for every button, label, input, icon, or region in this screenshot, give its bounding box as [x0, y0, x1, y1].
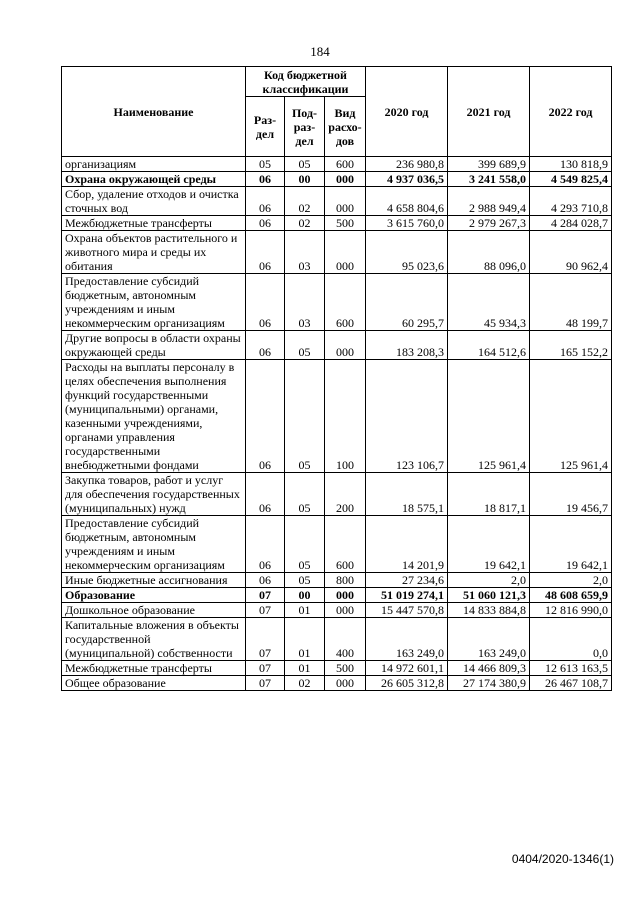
row-vid-cell: 000 — [325, 172, 366, 187]
row-vid-cell: 000 — [325, 603, 366, 618]
row-vid-cell: 600 — [325, 516, 366, 573]
row-razdel-cell: 07 — [246, 588, 285, 603]
row-name-cell: Иные бюджетные ассигнования — [62, 573, 246, 588]
row-vid-cell: 100 — [325, 360, 366, 473]
row-2021-cell: 51 060 121,3 — [448, 588, 530, 603]
row-2021-cell: 2 988 949,4 — [448, 187, 530, 216]
row-2021-cell: 2,0 — [448, 573, 530, 588]
row-2022-cell: 19 642,1 — [530, 516, 612, 573]
row-2022-cell: 0,0 — [530, 618, 612, 661]
row-razdel-cell: 06 — [246, 216, 285, 231]
row-podrazdel-cell: 00 — [285, 172, 325, 187]
table-row — [62, 231, 612, 274]
table-row — [62, 676, 612, 691]
row-podrazdel-cell: 03 — [285, 231, 325, 274]
row-name-cell: Закупка товаров, работ и услуг для обеспечения государственных (муниципальных) нужд — [62, 473, 246, 516]
row-2021-cell: 163 249,0 — [448, 618, 530, 661]
row-name-cell: Капитальные вложения в объекты государственной (муниципальной) собственности — [62, 618, 246, 661]
table-header — [62, 67, 612, 157]
row-razdel-cell: 06 — [246, 516, 285, 573]
row-podrazdel-cell: 01 — [285, 618, 325, 661]
row-name-cell: Предоставление субсидий бюджетным, автономным учреждениям и иным некоммерческим организациям — [62, 516, 246, 573]
row-razdel-cell: 07 — [246, 603, 285, 618]
row-2021-cell: 3 241 558,0 — [448, 172, 530, 187]
row-podrazdel-cell: 05 — [285, 573, 325, 588]
row-razdel-cell: 06 — [246, 573, 285, 588]
document-code: 0404/2020-1346(1) — [511, 852, 614, 866]
row-razdel-cell: 06 — [246, 172, 285, 187]
row-2022-cell: 165 152,2 — [530, 331, 612, 360]
row-podrazdel-cell: 05 — [285, 473, 325, 516]
row-vid-cell: 500 — [325, 661, 366, 676]
header-2021: 2021 год — [448, 67, 530, 157]
row-2020-cell: 15 447 570,8 — [366, 603, 448, 618]
row-name-cell: Расходы на выплаты персоналу в целях обеспечения выполнения функций государственными (муниципальными) органами, казенными учреждениями, органами управления государственными внебюджетными фондами — [62, 360, 246, 473]
row-razdel-cell: 05 — [246, 157, 285, 172]
row-name-cell: Другие вопросы в области охраны окружающей среды — [62, 331, 246, 360]
table-row — [62, 187, 612, 216]
header-razdel: Раз- дел — [246, 97, 285, 157]
row-name-cell: Охрана окружающей среды — [62, 172, 246, 187]
row-2020-cell: 4 658 804,6 — [366, 187, 448, 216]
row-podrazdel-cell: 01 — [285, 661, 325, 676]
row-podrazdel-cell: 05 — [285, 360, 325, 473]
row-2021-cell: 19 642,1 — [448, 516, 530, 573]
row-2021-cell: 125 961,4 — [448, 360, 530, 473]
row-2022-cell: 4 293 710,8 — [530, 187, 612, 216]
row-2021-cell: 2 979 267,3 — [448, 216, 530, 231]
header-code-group: Код бюджетной классификации — [246, 67, 366, 97]
row-razdel-cell: 06 — [246, 331, 285, 360]
row-2020-cell: 4 937 036,5 — [366, 172, 448, 187]
row-2021-cell: 45 934,3 — [448, 274, 530, 331]
row-razdel-cell: 06 — [246, 274, 285, 331]
row-razdel-cell: 07 — [246, 676, 285, 691]
table-row — [62, 603, 612, 618]
table-body — [62, 157, 612, 691]
header-name: Наименование — [62, 67, 246, 157]
row-2020-cell: 3 615 760,0 — [366, 216, 448, 231]
row-2022-cell: 26 467 108,7 — [530, 676, 612, 691]
row-2022-cell: 2,0 — [530, 573, 612, 588]
row-2020-cell: 14 972 601,1 — [366, 661, 448, 676]
row-podrazdel-cell: 05 — [285, 331, 325, 360]
header-podrazdel: Под- раз- дел — [285, 97, 325, 157]
row-podrazdel-cell: 00 — [285, 588, 325, 603]
row-2022-cell: 12 816 990,0 — [530, 603, 612, 618]
row-2020-cell: 27 234,6 — [366, 573, 448, 588]
row-vid-cell: 000 — [325, 187, 366, 216]
row-2022-cell: 12 613 163,5 — [530, 661, 612, 676]
table-row — [62, 172, 612, 187]
header-2022: 2022 год — [530, 67, 612, 157]
row-2022-cell: 19 456,7 — [530, 473, 612, 516]
row-2020-cell: 14 201,9 — [366, 516, 448, 573]
row-razdel-cell: 06 — [246, 231, 285, 274]
row-podrazdel-cell: 02 — [285, 676, 325, 691]
row-2020-cell: 18 575,1 — [366, 473, 448, 516]
row-2020-cell: 236 980,8 — [366, 157, 448, 172]
row-podrazdel-cell: 02 — [285, 187, 325, 216]
header-vid: Вид расхо- дов — [325, 97, 366, 157]
page-number: 184 — [310, 44, 330, 59]
row-name-cell: Охрана объектов растительного и животного мира и среды их обитания — [62, 231, 246, 274]
row-2022-cell: 48 199,7 — [530, 274, 612, 331]
row-name-cell: Общее образование — [62, 676, 246, 691]
row-razdel-cell: 07 — [246, 618, 285, 661]
row-vid-cell: 600 — [325, 157, 366, 172]
row-vid-cell: 800 — [325, 573, 366, 588]
row-razdel-cell: 06 — [246, 473, 285, 516]
row-name-cell: Дошкольное образование — [62, 603, 246, 618]
row-vid-cell: 200 — [325, 473, 366, 516]
row-name-cell: Межбюджетные трансферты — [62, 661, 246, 676]
row-2021-cell: 399 689,9 — [448, 157, 530, 172]
row-2022-cell: 4 284 028,7 — [530, 216, 612, 231]
table-row — [62, 573, 612, 588]
row-2020-cell: 26 605 312,8 — [366, 676, 448, 691]
row-name-cell: Сбор, удаление отходов и очистка сточных вод — [62, 187, 246, 216]
row-podrazdel-cell: 02 — [285, 216, 325, 231]
budget-table — [61, 66, 612, 691]
row-vid-cell: 000 — [325, 588, 366, 603]
table-row — [62, 360, 612, 473]
row-2020-cell: 123 106,7 — [366, 360, 448, 473]
row-2021-cell: 164 512,6 — [448, 331, 530, 360]
row-vid-cell: 500 — [325, 216, 366, 231]
row-2022-cell: 125 961,4 — [530, 360, 612, 473]
row-vid-cell: 000 — [325, 676, 366, 691]
row-2022-cell: 4 549 825,4 — [530, 172, 612, 187]
row-vid-cell: 400 — [325, 618, 366, 661]
row-vid-cell: 600 — [325, 274, 366, 331]
table-row — [62, 516, 612, 573]
row-vid-cell: 000 — [325, 231, 366, 274]
row-2022-cell: 130 818,9 — [530, 157, 612, 172]
row-2021-cell: 14 466 809,3 — [448, 661, 530, 676]
row-2022-cell: 48 608 659,9 — [530, 588, 612, 603]
table-row — [62, 473, 612, 516]
row-razdel-cell: 06 — [246, 187, 285, 216]
row-2021-cell: 88 096,0 — [448, 231, 530, 274]
row-razdel-cell: 07 — [246, 661, 285, 676]
row-name-cell: Образование — [62, 588, 246, 603]
row-2022-cell: 90 962,4 — [530, 231, 612, 274]
row-2020-cell: 183 208,3 — [366, 331, 448, 360]
table-row — [62, 588, 612, 603]
table-row — [62, 216, 612, 231]
header-2020: 2020 год — [366, 67, 448, 157]
row-podrazdel-cell: 05 — [285, 157, 325, 172]
row-vid-cell: 000 — [325, 331, 366, 360]
row-2020-cell: 60 295,7 — [366, 274, 448, 331]
row-razdel-cell: 06 — [246, 360, 285, 473]
row-podrazdel-cell: 03 — [285, 274, 325, 331]
table-row — [62, 157, 612, 172]
row-2021-cell: 18 817,1 — [448, 473, 530, 516]
row-2020-cell: 163 249,0 — [366, 618, 448, 661]
row-name-cell: Предоставление субсидий бюджетным, автономным учреждениям и иным некоммерческим организациям — [62, 274, 246, 331]
row-2020-cell: 95 023,6 — [366, 231, 448, 274]
table-row — [62, 618, 612, 661]
table-row — [62, 331, 612, 360]
row-2021-cell: 27 174 380,9 — [448, 676, 530, 691]
row-name-cell: организациям — [62, 157, 246, 172]
row-name-cell: Межбюджетные трансферты — [62, 216, 246, 231]
table-row — [62, 274, 612, 331]
row-podrazdel-cell: 05 — [285, 516, 325, 573]
row-2020-cell: 51 019 274,1 — [366, 588, 448, 603]
row-podrazdel-cell: 01 — [285, 603, 325, 618]
row-2021-cell: 14 833 884,8 — [448, 603, 530, 618]
table-row — [62, 661, 612, 676]
